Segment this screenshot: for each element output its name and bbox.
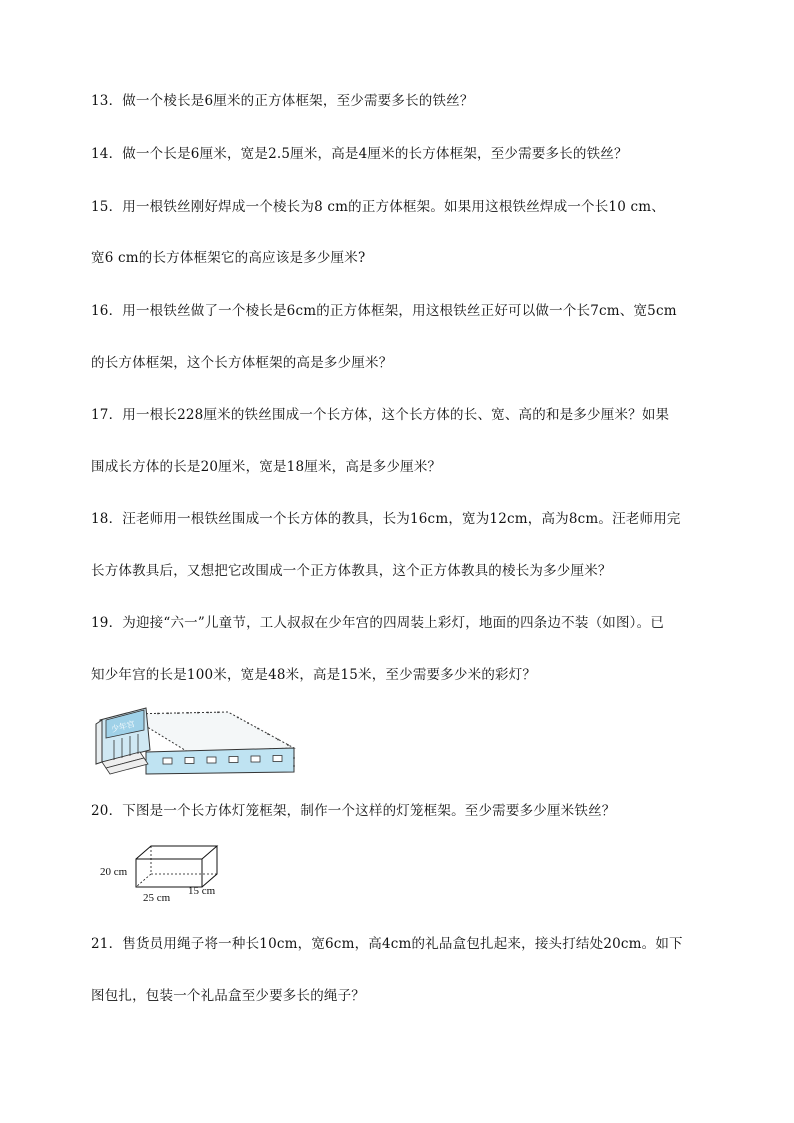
question-16-line-2: 的长方体框架，这个长方体框架的高是多少厘米？ [91,355,393,371]
roof-outline [126,712,294,752]
sign-text: 少年宫 [110,719,136,734]
question-15-line-1: 15．用一根铁丝刚好焊成一个棱长为8 cm的正方体框架。如果用这根铁丝焊成一个长10 cm、 [91,199,665,215]
question-16-line-1: 16．用一根铁丝做了一个棱长是6cm的正方体框架，用这根铁丝正好可以做一个长7cm、宽5cm [91,303,677,319]
question-13: 13．做一个棱长是6厘米的正方体框架，至少需要多长的铁丝？ [91,93,474,109]
question-18-line-2: 长方体教具后，又想把它改围成一个正方体教具，这个正方体教具的棱长为多少厘米？ [91,563,612,579]
question-19-line-1: 19．为迎接“六一”儿童节，工人叔叔在少年宫的四周装上彩灯，地面的四条边不装（如图）。已 [91,615,665,631]
youth-palace-figure [88,700,298,778]
question-19-line-2: 知少年宫的长是100米，宽是48米，高是15米，至少需要多少米的彩灯？ [91,667,537,683]
cuboid-lantern-figure [98,842,238,904]
question-14: 14．做一个长是6厘米，宽是2.5厘米，高是4厘米的长方体框架，至少需要多长的铁丝？ [91,146,628,162]
question-21-line-1: 21．售货员用绳子将一种长10cm，宽6cm，高4cm的礼品盒包扎起来，接头打结处20cm。如下 [91,936,683,952]
question-21-line-2: 图包扎，包装一个礼品盒至少要多长的绳子？ [91,988,365,1004]
question-17-line-1: 17．用一根长228厘米的铁丝围成一个长方体，这个长方体的长、宽、高的和是多少厘米？如果 [91,407,670,423]
width-label: 15 cm [188,885,216,897]
entrance-side [96,720,102,764]
question-15-line-2: 宽6 cm的长方体框架它的高应该是多少厘米? [91,250,366,266]
length-label: 25 cm [143,892,171,904]
cuboid-edges [136,846,217,887]
height-label: 20 cm [100,866,128,878]
question-17-line-2: 围成长方体的长是20厘米，宽是18厘米，高是多少厘米？ [91,459,442,475]
question-20: 20．下图是一个长方体灯笼框架，制作一个这样的灯笼框架。至少需要多少厘米铁丝？ [91,803,616,819]
question-18-line-1: 18．汪老师用一根铁丝围成一个长方体的教具，长为16cm，宽为12cm，高为8cm。汪老师用完 [91,511,681,527]
